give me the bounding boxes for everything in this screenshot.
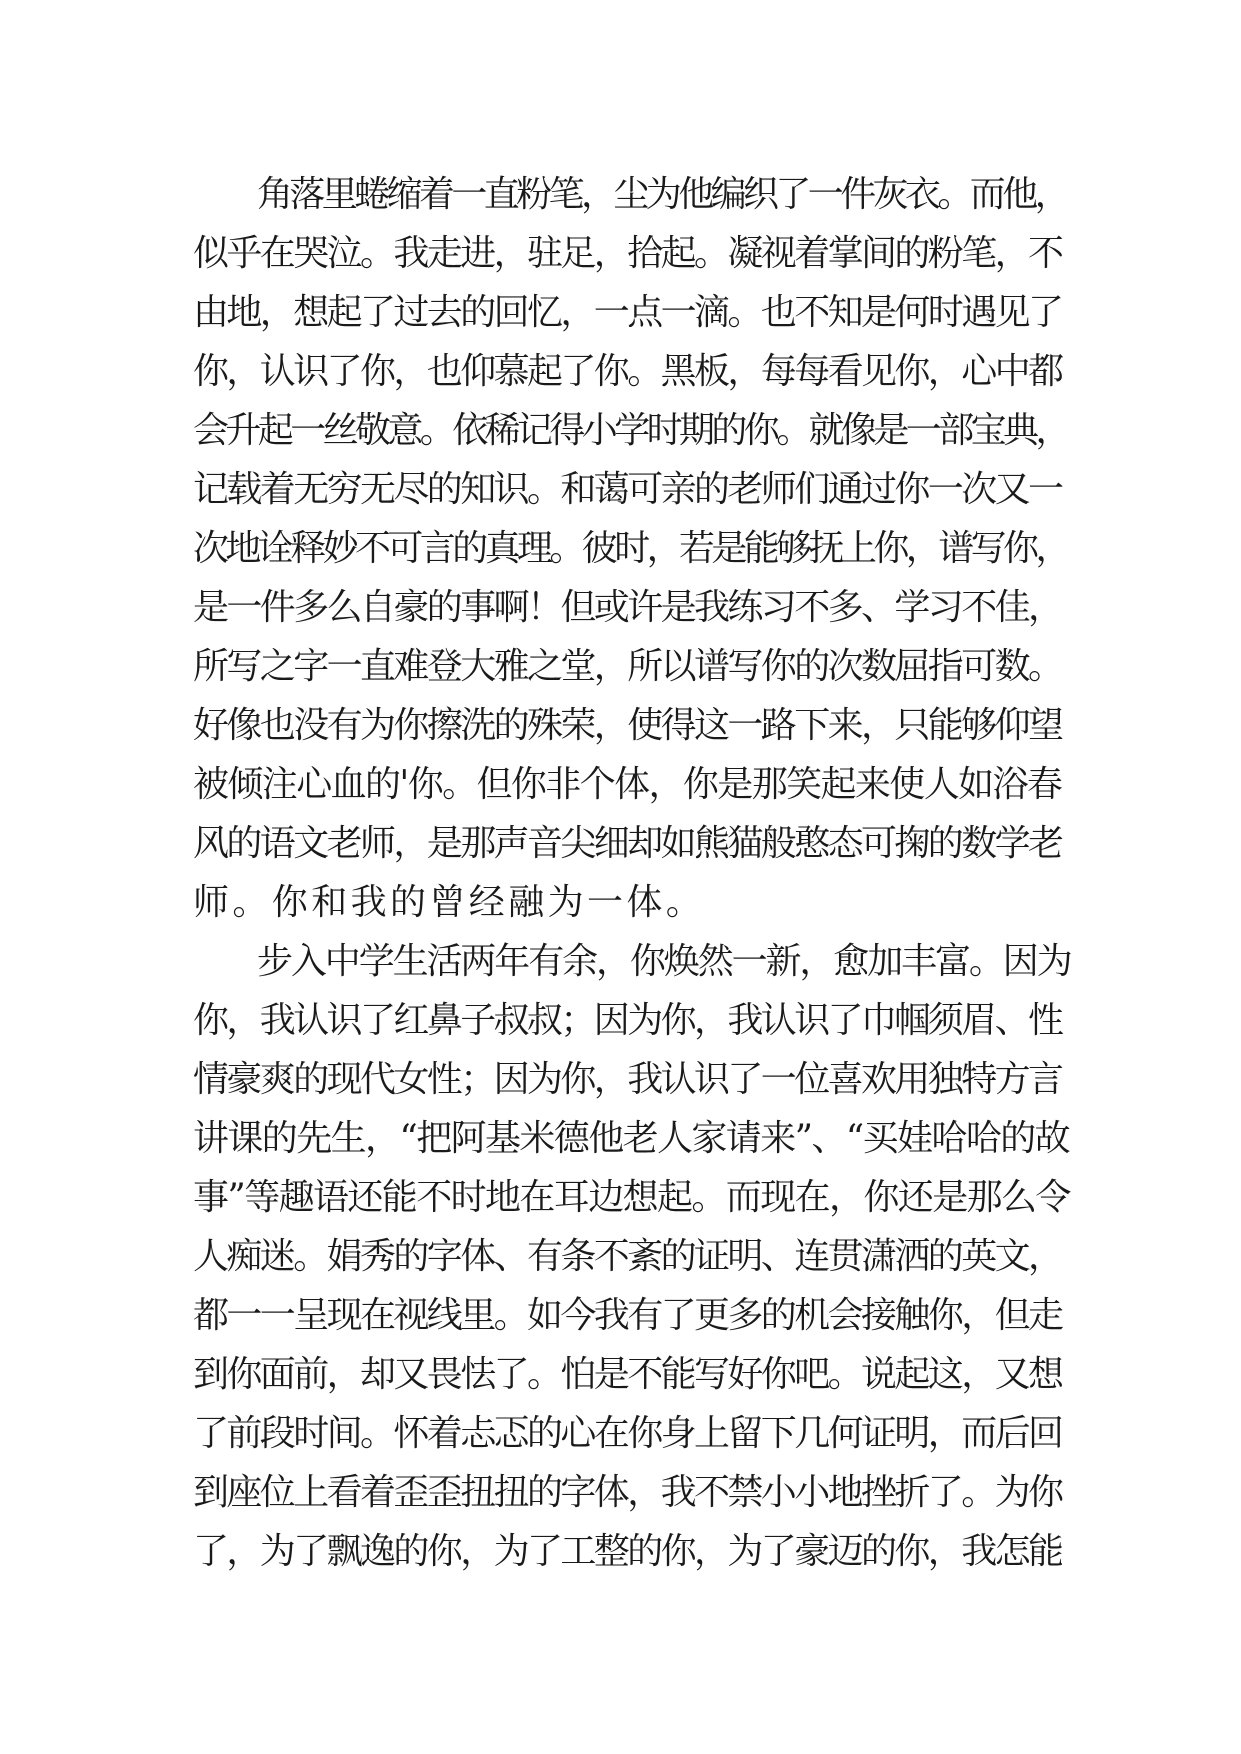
- text-line: 了前段时间。怀着忐忑的心在你身上留下几何证明，而后回: [193, 1413, 1062, 1454]
- text-line: 到座位上看着歪歪扭扭的字体，我不禁小小地挫折了。为你: [193, 1472, 1062, 1513]
- text-line: 师。你和我的曾经融为一体。: [193, 882, 706, 923]
- text-line: 人痴迷。娟秀的字体、有条不紊的证明、连贯潇洒的英文，: [193, 1236, 1062, 1277]
- text-line: 都一一呈现在视线里。如今我有了更多的机会接触你，但走: [193, 1295, 1062, 1336]
- paragraph-2: [193, 932, 1073, 1581]
- text-line: 角落里蜷缩着一直粉笔，尘为他编织了一件灰衣。而他，: [257, 174, 1068, 215]
- text-line: 所写之字一直难登大雅之堂，所以谱写你的次数屈指可数。: [193, 646, 1062, 687]
- text-line: 被倾注心血的'你。但你非个体，你是那笑起来使人如浴春: [193, 764, 1062, 805]
- text-line: 你，我认识了红鼻子叔叔；因为你，我认识了巾帼须眉、性: [193, 1000, 1062, 1041]
- text-line: 情豪爽的现代女性；因为你，我认识了一位喜欢用独特方言: [193, 1059, 1062, 1100]
- text-line: 讲课的先生，“把阿基米德他老人家请来”、“买娃哈哈的故: [193, 1118, 1070, 1159]
- text-line: 步入中学生活两年有余，你焕然一新，愈加丰富。因为: [257, 941, 1071, 982]
- text-line: 到你面前，却又畏怯了。怕是不能写好你吧。说起这，又想: [193, 1354, 1062, 1395]
- text-line: 你，认识了你，也仰慕起了你。黑板，每每看见你，心中都: [193, 351, 1062, 392]
- text-line: 似乎在哭泣。我走进，驻足，拾起。凝视着掌间的粉笔，不: [193, 233, 1062, 274]
- text-line: 次地诠释妙不可言的真理。彼时，若是能够抚上你，谱写你，: [193, 528, 1068, 569]
- text-line: 风的语文老师，是那声音尖细却如熊猫般憨态可掬的数学老: [193, 823, 1062, 864]
- text-line: 记载着无穷无尽的知识。和蔼可亲的老师们通过你一次又一: [193, 469, 1062, 510]
- text-line: 了，为了飘逸的你，为了工整的你，为了豪迈的你，我怎能: [193, 1531, 1062, 1572]
- text-line: 是一件多么自豪的事啊！但或许是我练习不多、学习不佳，: [193, 587, 1062, 628]
- paragraph-1: [193, 165, 1073, 932]
- text-line: 事”等趣语还能不时地在耳边想起。而现在，你还是那么令: [193, 1177, 1070, 1218]
- text-line: 由地，想起了过去的回忆，一点一滴。也不知是何时遇见了: [193, 292, 1062, 333]
- body-text: [193, 165, 1073, 1581]
- text-line: 会升起一丝敬意。依稀记得小学时期的你。就像是一部宝典，: [193, 410, 1068, 451]
- text-line: 好像也没有为你擦洗的殊荣，使得这一路下来，只能够仰望: [193, 705, 1062, 746]
